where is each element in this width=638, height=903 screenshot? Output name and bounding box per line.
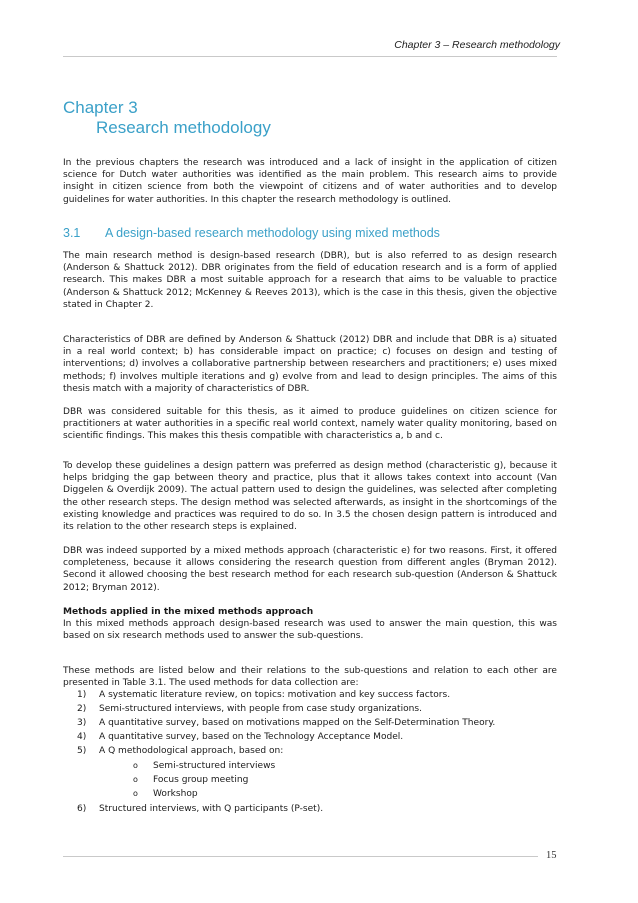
list-text: A systematic literature review, on topics: motivation and key success factors.: [99, 690, 451, 700]
sub-list-text: Focus group meeting: [153, 775, 249, 785]
list-item: [77, 804, 323, 814]
methods-intro: In this mixed methods approach design-based research was used to answer the main question, this was based on six research methods used to answer the sub-questions.: [63, 619, 557, 642]
chapter-number: Chapter 3: [63, 98, 138, 117]
paragraph: DBR was considered suitable for this thesis, as it aimed to produce guidelines on citizen science for practitioners at water authorities in a specific real world context, namely water quality monitoring, based on scientific findings. This makes this thesis compatible with characteristics a, b and c.: [63, 407, 557, 442]
methods-list-intro: These methods are listed below and their relations to the sub-questions and relation to each other are presented in Table 3.1. The used methods for data collection are:: [63, 666, 557, 689]
list-text: Structured interviews, with Q participants (P-set).: [99, 804, 324, 814]
section-title: A design-based research methodology using mixed methods: [105, 226, 440, 240]
chapter-title: Research methodology: [96, 118, 271, 137]
paragraph: To develop these guidelines a design pattern was preferred as design method (characteristic g), because it helps bridging the gap between theory and practice, plus that it allows takes context into account (Van Diggelen & Overdijk 2009). The actual pattern used to design the guidelines, was selected after completing the other research steps. The design method was selected afterwards, as insight in the shortcomings of the existing knowledge and practices was required to do so. In 3.5 the chosen design pattern is introduced and its relation to the other research steps is explained.: [63, 461, 557, 533]
sub-list-item: [133, 789, 198, 799]
list-text: A Q methodological approach, based on:: [99, 746, 284, 756]
paragraph: Characteristics of DBR are defined by Anderson & Shattuck (2012) DBR and include that DBR is a) situated in a real world context; b) has considerable impact on practice; c) focuses on design and testing of interventions; d) involves a collaborative partnership between researchers and practitioners; e) uses mixed methods; f) involves multiple iterations and g) evolve from and lead to design principles. The aims of this thesis match with a majority of characteristics of DBR.: [63, 335, 557, 394]
section-number: 3.1: [63, 226, 81, 240]
list-text: A quantitative survey, based on motivations mapped on the Self-Determination Theory.: [99, 718, 496, 728]
sub-list-item: [133, 775, 248, 785]
list-number: 1): [77, 690, 87, 700]
list-item: [77, 746, 283, 756]
page-number: 15: [546, 850, 557, 861]
sub-list-text: Semi-structured interviews: [153, 761, 276, 771]
list-item: [77, 690, 450, 700]
running-header: Chapter 3 – Research methodology: [394, 39, 560, 51]
methods-heading: Methods applied in the mixed methods approach: [63, 607, 314, 617]
list-number: 4): [77, 732, 87, 742]
bullet-icon: o: [133, 789, 138, 798]
paragraph: DBR was indeed supported by a mixed methods approach (characteristic e) for two reasons. First, it offered completeness, because it allows considering the research question from different angles (Bryman 2012). Second it allowed choosing the best research method for each research sub-question (Anderson & Shattuck 2012; Bryman 2012).: [63, 546, 557, 593]
sub-list-item: [133, 761, 275, 771]
list-item: [77, 732, 403, 742]
list-text: A quantitative survey, based on the Technology Acceptance Model.: [99, 732, 404, 742]
bullet-icon: o: [133, 761, 138, 770]
list-number: 2): [77, 704, 87, 714]
list-item: [77, 718, 495, 728]
list-text: Semi-structured interviews, with people from case study organizations.: [99, 704, 422, 714]
sub-list-text: Workshop: [153, 789, 198, 799]
list-number: 5): [77, 746, 87, 756]
footer-rule: [63, 856, 538, 857]
list-item: [77, 704, 422, 714]
section-heading: [63, 226, 440, 240]
bullet-icon: o: [133, 775, 138, 784]
list-number: 3): [77, 718, 87, 728]
list-number: 6): [77, 804, 87, 814]
intro-paragraph: In the previous chapters the research was introduced and a lack of insight in the application of citizen science for Dutch water authorities was identified as the main problem. This research aims to provide insight in citizen science from both the viewpoint of citizens and of water authorities and to develop guidelines for water authorities. In this chapter the research methodology is outlined.: [63, 158, 557, 205]
paragraph: The main research method is design-based research (DBR), but is also referred to as design research (Anderson & Shattuck 2012). DBR originates from the field of education research and is a form of applied research. This makes DBR a most suitable approach for a research that aims to be valuable to practice (Anderson & Shattuck 2012; McKenney & Reeves 2013), which is the case in this thesis, given the objective stated in Chapter 2.: [63, 251, 557, 310]
header-rule: [63, 56, 557, 57]
